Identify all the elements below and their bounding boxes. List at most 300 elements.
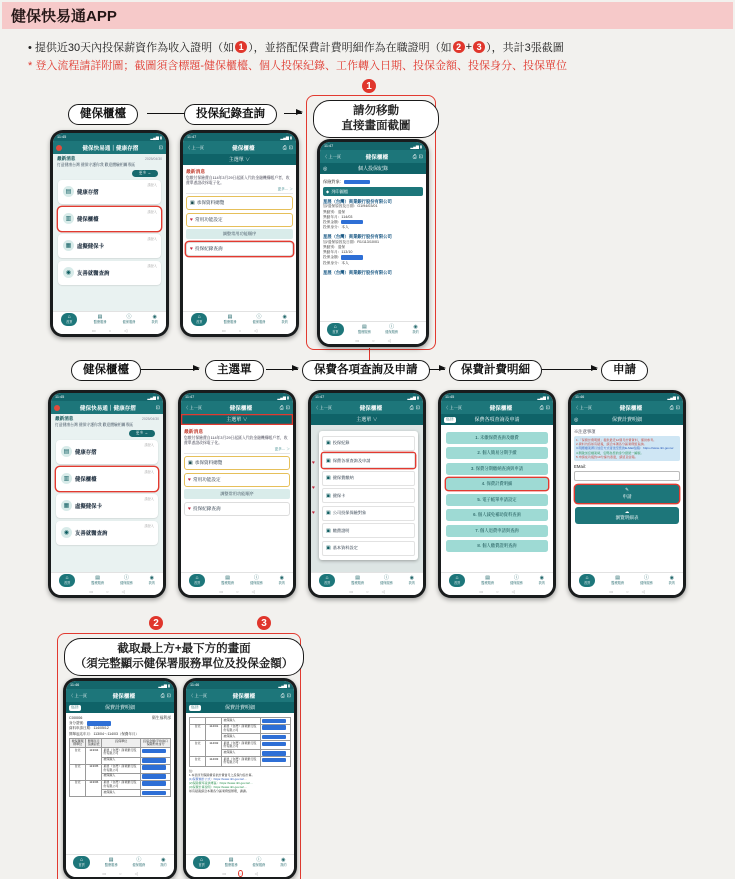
fee-item-billing-detail[interactable] xyxy=(446,478,548,490)
login-tag: 請登入 xyxy=(144,523,154,528)
nav-medical[interactable] xyxy=(225,858,238,867)
nav-nhi[interactable] xyxy=(252,858,265,867)
back-button-icon[interactable]: ◁ xyxy=(387,338,391,343)
clock: 11:45 xyxy=(57,135,67,139)
medical-service-icon: ▤ xyxy=(362,323,367,330)
email-input[interactable] xyxy=(574,471,680,481)
login-tag: 請登入 xyxy=(147,263,157,268)
item-icon: ▣ xyxy=(326,475,331,481)
battery-icon: ▮ xyxy=(159,135,162,140)
print-image-button[interactable] xyxy=(323,187,423,196)
card-health-passbook[interactable] xyxy=(58,180,161,204)
nav-medical[interactable] xyxy=(221,576,234,585)
fee-item-ebill-setting[interactable] xyxy=(446,494,548,506)
virtual-card-icon: ▦ xyxy=(63,240,74,251)
menu-item-insured-record-query[interactable] xyxy=(184,502,290,516)
menu-item-coverage-overview[interactable] xyxy=(184,456,290,470)
nhi-service-icon: ⓘ xyxy=(643,574,649,581)
flow2-arrow-2 xyxy=(266,369,298,370)
note-line: 1.本表所列保險費係依計費當月之投保內容計算。 xyxy=(189,772,255,777)
back-button-icon[interactable]: ◁ xyxy=(124,328,128,333)
logout-icon[interactable]: ⊡ xyxy=(418,153,423,160)
dropdown-item-company-insured[interactable] xyxy=(322,506,415,521)
item-label: 公司投保保險對象 xyxy=(332,510,367,515)
profile-icon: ◉ xyxy=(413,323,418,330)
medical-icon: ◉ xyxy=(61,527,72,538)
subpage-bar xyxy=(186,702,294,713)
subpage-title: 保費計費明細 xyxy=(224,705,255,711)
apply-button[interactable] xyxy=(575,485,679,503)
print-icon[interactable]: ⎙ xyxy=(539,404,544,411)
nav-label: 醫療服務 xyxy=(221,580,235,585)
nav-medical[interactable] xyxy=(91,576,104,585)
card-label: 虛擬健保卡 xyxy=(77,243,104,250)
card-label: 友善就醫查詢 xyxy=(75,530,108,537)
nav-me[interactable] xyxy=(152,315,158,324)
back-button[interactable]: 〈 上一頁 xyxy=(444,404,462,410)
profile-icon: ◉ xyxy=(539,574,545,581)
nav-me[interactable] xyxy=(669,576,675,585)
android-nav-bar[interactable] xyxy=(51,588,163,595)
nav-label: 醫療服務 xyxy=(358,329,371,334)
record-line: 異動別：退保 xyxy=(323,244,346,249)
phone-record xyxy=(317,139,429,347)
note-link[interactable]: (2)保險費率查詢專區：https://www.nhi.gov.tw/… xyxy=(189,780,253,785)
profile-icon: ◉ xyxy=(409,574,415,581)
note-link[interactable]: (1)保費補計公式：https://www.nhi.gov.tw/… xyxy=(189,776,247,781)
card-label: 虛擬健保卡 xyxy=(75,503,102,510)
status-bar xyxy=(183,133,296,141)
home-button-icon[interactable]: ○ xyxy=(239,871,242,876)
back-button-icon[interactable]: ◁ xyxy=(511,589,515,594)
bottom-nav xyxy=(181,572,293,588)
menu-item-favorites-setting[interactable] xyxy=(186,213,293,227)
recents-icon[interactable]: ▭ xyxy=(89,589,94,594)
nav-nhi[interactable] xyxy=(510,576,523,585)
badge-3-inline: 3 xyxy=(473,41,485,53)
nhi-service-icon: ⓘ xyxy=(513,574,519,581)
home-button-icon[interactable]: ○ xyxy=(496,589,499,594)
detail-bottom-body xyxy=(186,713,294,854)
notice-line: 4.開啟加密檔案時，密碼為您的身分證統一編號。 xyxy=(576,450,644,455)
print-icon[interactable]: ⎙ xyxy=(279,404,284,411)
nav-home[interactable] xyxy=(59,574,75,586)
pencil-icon: ✎ xyxy=(625,487,629,493)
more-button[interactable]: 更多 → xyxy=(129,430,155,437)
nav-label: 首頁 xyxy=(323,580,331,585)
home-button-icon[interactable]: ○ xyxy=(626,589,629,594)
redacted-value xyxy=(262,758,286,763)
menu-item-coverage-overview[interactable] xyxy=(186,196,293,210)
dropdown-panel xyxy=(319,431,418,560)
nav-medical[interactable] xyxy=(481,576,494,585)
app-header xyxy=(183,141,296,154)
card-nhi-counter[interactable] xyxy=(56,467,158,491)
card-friendly-medical[interactable] xyxy=(56,521,158,545)
logout-icon[interactable]: ⊡ xyxy=(158,144,163,151)
nav-nhi[interactable] xyxy=(640,576,653,585)
fee-item-label: 2. 個人簡易分期手續 xyxy=(477,450,517,455)
home-button-icon[interactable]: ○ xyxy=(372,338,375,343)
item-icon: ▣ xyxy=(326,510,331,516)
badge-1: 1 xyxy=(362,79,376,93)
more-button[interactable]: 更多 → xyxy=(132,170,158,177)
item-label: 健保卡 xyxy=(332,492,346,498)
bottom-nav xyxy=(53,311,166,327)
card-friendly-medical[interactable] xyxy=(58,261,161,285)
logout-icon[interactable]: ⊡ xyxy=(545,404,550,411)
home-button-icon[interactable]: ○ xyxy=(119,871,122,876)
nav-home[interactable] xyxy=(191,313,207,325)
dropdown-label: 主選單 ∨ xyxy=(226,417,248,423)
item-icon: ▣ xyxy=(326,545,331,551)
caption-line-2: （須完整顯示健保署服務單位及投保金額） xyxy=(74,657,294,670)
print-icon[interactable]: ⎙ xyxy=(280,692,285,699)
apply-date-line: 資料申請日期：114/05/12 xyxy=(69,726,109,731)
news-text: 您繳付保險費自114年3月29日起匯入代收金融機構帳戶者，收費單憑證改採電子化。 xyxy=(186,176,290,185)
nav-medical[interactable] xyxy=(611,576,624,585)
page-title xyxy=(2,2,733,29)
nav-label: 健保服務 xyxy=(249,580,263,585)
nhi-service-icon: ⓘ xyxy=(383,574,389,581)
nav-medical[interactable] xyxy=(351,576,364,585)
main-menu-dropdown[interactable] xyxy=(181,414,293,425)
app-header xyxy=(66,689,174,702)
nav-home[interactable] xyxy=(73,856,89,868)
return-pill-button[interactable]: 返回 xyxy=(191,705,199,709)
login-tag: 請登入 xyxy=(147,182,157,187)
back-button-icon[interactable]: ◁ xyxy=(254,328,258,333)
flow2-step-2: 主選單 xyxy=(205,360,264,381)
nav-medical[interactable] xyxy=(358,325,371,334)
android-nav-bar[interactable] xyxy=(571,588,683,595)
battery-icon: ▮ xyxy=(287,683,290,688)
menu-body xyxy=(181,425,293,572)
bottom-nav xyxy=(320,321,426,337)
nav-nhi[interactable] xyxy=(380,576,393,585)
profile-icon: ◉ xyxy=(152,313,157,320)
employer-name: 星展（台灣）商業銀行股份有限公司 xyxy=(323,269,392,275)
android-nav-bar[interactable] xyxy=(181,588,293,595)
bottom-nav xyxy=(571,572,683,588)
more-link[interactable]: 更多… ＞ xyxy=(186,187,293,194)
logout-icon[interactable]: ⊡ xyxy=(166,692,171,699)
insured-cell: 被保險人 xyxy=(222,718,261,725)
record-line: 加/退保原因及日期：R1/113/10/01 xyxy=(323,239,380,244)
nav-home[interactable] xyxy=(61,313,77,325)
nav-nhi[interactable] xyxy=(250,576,263,585)
news-label: 最新消息 xyxy=(184,430,204,435)
return-pill-button[interactable]: 返回 xyxy=(71,705,79,709)
home-button-icon[interactable]: ○ xyxy=(106,589,109,594)
note-link[interactable]: (3)保費計算說明：https://www.nhi.gov.tw/… xyxy=(189,784,247,789)
android-nav-bar[interactable] xyxy=(186,870,294,877)
amount-label: 投保金額： xyxy=(323,220,342,225)
print-icon[interactable]: ⎙ xyxy=(282,144,287,151)
menu-body xyxy=(183,165,296,311)
nav-label: 醫療服務 xyxy=(223,319,237,324)
item-icon: ▣ xyxy=(326,527,331,534)
redacted-value xyxy=(262,742,286,747)
record-body xyxy=(320,174,426,321)
dropdown-item-insured-record[interactable] xyxy=(322,436,415,451)
section3-caption xyxy=(64,638,304,676)
nav-me[interactable] xyxy=(282,315,288,324)
recents-icon[interactable]: ▭ xyxy=(355,338,360,343)
employer-cell: 星展（台灣）商業銀行股份有限公司 xyxy=(102,764,141,773)
dropdown-label: 主選單 ∨ xyxy=(228,157,251,163)
back-button-icon[interactable]: ◁ xyxy=(381,589,385,594)
redacted-value xyxy=(341,220,363,225)
medical-service-icon: ▤ xyxy=(485,574,491,581)
card-health-passbook[interactable] xyxy=(56,440,158,464)
nav-me[interactable] xyxy=(412,325,418,334)
nhi-service-icon: ⓘ xyxy=(389,323,395,330)
insured-cell: 被保險人 xyxy=(102,773,141,780)
recents-icon[interactable]: ▭ xyxy=(221,328,226,333)
android-nav-bar[interactable] xyxy=(320,337,426,344)
logout-icon[interactable]: ⊡ xyxy=(675,404,680,411)
home-icon: ⌂ xyxy=(67,313,71,320)
clock: 11:46 xyxy=(575,395,585,399)
fee-item-refund-query[interactable] xyxy=(446,525,548,537)
nav-nhi[interactable] xyxy=(253,315,266,324)
nav-medical[interactable] xyxy=(105,858,118,867)
card-virtual-card[interactable] xyxy=(58,234,161,258)
redacted-value xyxy=(142,765,166,770)
status-bar xyxy=(441,393,553,401)
card-virtual-card[interactable] xyxy=(56,494,158,518)
logout-icon[interactable]: ⊡ xyxy=(286,692,291,699)
nav-label: 健保服務 xyxy=(385,329,398,334)
record-line: 投保身分：本人 xyxy=(323,225,349,230)
info-icon[interactable]: ◎ xyxy=(574,416,579,423)
back-button-icon[interactable]: ◁ xyxy=(134,871,138,876)
news-label: 最新消息 xyxy=(57,156,76,161)
intro-note: * 登入流程請詳附圖；截圖須含標題-健保櫃檯、個人投保紀錄、工作轉入日期、投保金額、投保身分、投保單位 xyxy=(28,60,567,72)
subpage-bar xyxy=(320,163,426,174)
dropdown-label: 主選單 ∨ xyxy=(356,417,378,423)
main-menu-dropdown[interactable] xyxy=(183,154,296,165)
nav-label: 我的 xyxy=(412,329,419,334)
nav-me[interactable] xyxy=(279,576,285,585)
recents-icon[interactable]: ▭ xyxy=(219,589,224,594)
badge-2-inline: 2 xyxy=(453,41,465,53)
nav-me[interactable] xyxy=(409,576,415,585)
fee-item-easy-installment[interactable] xyxy=(446,447,548,459)
recents-icon[interactable]: ▭ xyxy=(91,328,96,333)
fee-item-label: 7. 個人退費申請與查詢 xyxy=(475,527,519,533)
profile-icon: ◉ xyxy=(669,574,675,581)
nhi-service-icon: ⓘ xyxy=(253,574,259,581)
nav-home[interactable] xyxy=(449,574,465,586)
insured-cell: 被保險人 xyxy=(222,734,261,741)
nav-label: 醫療服務 xyxy=(481,580,495,585)
home-button-icon[interactable]: ○ xyxy=(366,589,369,594)
back-button-icon[interactable]: ◁ xyxy=(121,589,125,594)
back-button-icon[interactable]: ◁ xyxy=(251,589,255,594)
fee-item-subsidy-query[interactable] xyxy=(446,509,548,521)
home-icon: ⌂ xyxy=(80,856,84,863)
back-button[interactable]: 〈 上一頁 xyxy=(574,404,592,410)
home-icon: ⌂ xyxy=(197,313,201,320)
info-icon[interactable]: ◎ xyxy=(323,165,328,172)
back-button[interactable]: 〈 上一頁 xyxy=(184,404,202,410)
print-icon[interactable]: ⎙ xyxy=(412,153,417,160)
android-nav-bar[interactable] xyxy=(66,870,174,877)
notice-line: 5.申請成功後約10分鐘內寄達，請留意信箱。 xyxy=(576,454,638,459)
bottom-nav xyxy=(186,854,294,870)
android-nav-bar[interactable] xyxy=(53,327,166,334)
counter-icon: ▥ xyxy=(61,473,72,484)
main-menu-dropdown[interactable] xyxy=(311,414,423,425)
menu-item-insured-record-query[interactable] xyxy=(186,242,293,256)
return-pill-button[interactable]: 返回 xyxy=(446,417,454,421)
medical-service-icon: ▤ xyxy=(355,574,361,581)
signal-icon: ▂▄▆ xyxy=(277,395,286,400)
employer-name: 星展（台灣）商業銀行股份有限公司 xyxy=(323,199,392,204)
home-button-icon[interactable]: ○ xyxy=(108,328,112,333)
nav-me[interactable] xyxy=(280,858,286,867)
nav-me[interactable] xyxy=(149,576,155,585)
menu-item-label: 承保資料總覽 xyxy=(196,200,225,206)
dropdown-item-fee-payment[interactable] xyxy=(322,471,415,486)
nav-me[interactable] xyxy=(160,858,166,867)
print-icon[interactable]: ⎙ xyxy=(160,692,165,699)
phone-home-2 xyxy=(48,390,166,598)
intro-plus: + xyxy=(465,41,473,53)
nav-medical[interactable] xyxy=(224,315,237,324)
menu-item-label: 投保紀錄查詢 xyxy=(194,245,223,251)
flow2-step-4: 保費計費明細 xyxy=(449,360,542,381)
medical-service-icon: ▤ xyxy=(615,574,621,581)
menu-item-label: 調整常用功能順序 xyxy=(222,231,257,237)
logout-icon[interactable]: ⊡ xyxy=(415,404,420,411)
back-button-icon[interactable]: ◁ xyxy=(254,871,258,876)
logout-icon[interactable]: ⊡ xyxy=(155,404,160,411)
table-row: 台北 114/02 星展（台灣）商業銀行股份有限公司 xyxy=(190,741,291,750)
menu-item-reorder[interactable] xyxy=(184,489,290,499)
signal-icon: ▂▄▆ xyxy=(667,395,676,400)
android-nav-bar[interactable] xyxy=(183,327,296,334)
signal-icon: ▂▄▆ xyxy=(147,395,156,400)
nav-nhi[interactable] xyxy=(120,576,133,585)
nav-label: 我的 xyxy=(538,580,546,585)
logout-icon[interactable]: ⊡ xyxy=(285,404,290,411)
home-button-icon[interactable]: ○ xyxy=(238,328,242,333)
page-header-title: 健保櫃檯 xyxy=(229,405,253,412)
fee-item-payment-proof-query[interactable] xyxy=(446,540,548,552)
menu-item-favorites-setting[interactable] xyxy=(184,473,290,487)
medical-service-icon: ▤ xyxy=(95,574,101,581)
notice-line: 1.「保費計費明細」提供最近12個月計費資料，僅供參考。 xyxy=(576,438,657,442)
recents-icon[interactable]: ▭ xyxy=(609,589,614,594)
status-bar xyxy=(66,681,174,689)
back-button-icon[interactable]: ◁ xyxy=(641,589,645,594)
card-label: 健保櫃檯 xyxy=(75,476,97,483)
home-button-icon[interactable]: ○ xyxy=(236,589,239,594)
battery-icon: ▮ xyxy=(676,395,679,400)
bottom-nav xyxy=(441,572,553,588)
nav-home[interactable] xyxy=(579,574,595,586)
back-button[interactable]: 〈 上一頁 xyxy=(69,692,87,698)
recents-icon[interactable]: ▭ xyxy=(479,589,484,594)
bill-range-line: 開單起迄年月：113/04～114/03（保費年月） xyxy=(69,731,139,736)
dropdown-item-nhi-card[interactable] xyxy=(322,488,415,503)
print-icon[interactable]: ⎙ xyxy=(669,404,674,411)
nav-label: 我的 xyxy=(278,580,286,585)
fee-item-installment-query[interactable] xyxy=(446,463,548,475)
nav-label: 醫療服務 xyxy=(93,319,107,324)
fee-item-unpaid-query[interactable] xyxy=(446,432,548,444)
flow1-warning-label xyxy=(313,100,439,138)
dropdown-item-basic-settings[interactable] xyxy=(322,541,415,556)
nav-me[interactable] xyxy=(539,576,545,585)
page-header-title: 健保櫃檯 xyxy=(619,405,643,412)
nav-home[interactable] xyxy=(327,323,343,335)
billing-table-continued xyxy=(189,717,291,767)
recents-icon[interactable]: ▭ xyxy=(222,871,227,876)
nav-medical[interactable] xyxy=(94,315,107,324)
insurance-record xyxy=(323,270,423,275)
nav-home[interactable] xyxy=(319,574,335,586)
menu-item-reorder[interactable] xyxy=(186,229,293,239)
caption-line-1: 截取最上方+最下方的畫面 xyxy=(117,643,251,655)
bottom-nav xyxy=(51,572,163,588)
dropdown-item-payment-proof[interactable] xyxy=(322,523,415,538)
nav-home[interactable] xyxy=(193,856,209,868)
back-button[interactable]: 〈 上一頁 xyxy=(186,144,204,150)
dropdown-item-fee-query-apply[interactable] xyxy=(322,453,415,468)
download-icon: ☁ xyxy=(624,509,630,515)
nav-nhi[interactable] xyxy=(132,858,145,867)
back-button[interactable]: 〈 上一頁 xyxy=(189,692,207,698)
more-link[interactable]: 更多… ＞ xyxy=(184,447,290,454)
back-button[interactable]: 〈 上一頁 xyxy=(314,404,332,410)
view-detail-button[interactable] xyxy=(575,507,679,525)
nav-home[interactable] xyxy=(189,574,205,586)
nav-label: 首頁 xyxy=(198,862,205,867)
android-nav-bar[interactable] xyxy=(441,588,553,595)
news-text: 打造健康台灣 健保守護你我 歡迎體驗相關專區 xyxy=(55,423,134,427)
battery-icon: ▮ xyxy=(546,395,549,400)
logout-icon[interactable]: ⊡ xyxy=(288,144,293,151)
intro-seg1: • 提供近30天內投保薪資作為收入證明（如 xyxy=(28,42,235,54)
status-bar xyxy=(186,681,294,689)
recents-icon[interactable]: ▭ xyxy=(102,871,107,876)
item-label: 基本資料設定 xyxy=(332,545,358,550)
nav-nhi[interactable] xyxy=(123,315,136,324)
nav-nhi[interactable] xyxy=(385,325,398,334)
recents-icon[interactable]: ▭ xyxy=(349,589,354,594)
phone-apply xyxy=(568,390,686,598)
card-nhi-counter[interactable] xyxy=(58,207,161,231)
print-icon[interactable]: ⎙ xyxy=(409,404,414,411)
heart-icon: ♥ xyxy=(188,505,191,512)
app-header xyxy=(186,689,294,702)
android-nav-bar[interactable] xyxy=(311,588,423,595)
nav-label: 健保服務 xyxy=(639,580,653,585)
app-header xyxy=(51,401,163,414)
signal-icon: ▂▄▆ xyxy=(158,683,167,688)
app-logo-icon xyxy=(54,405,60,411)
nhi-service-icon: ⓘ xyxy=(123,574,129,581)
back-button[interactable]: 〈 上一頁 xyxy=(323,153,341,159)
nav-label: 首頁 xyxy=(63,580,71,585)
badge-3: 3 xyxy=(257,616,271,630)
fee-list-body xyxy=(441,425,553,572)
clock: 11:46 xyxy=(190,683,200,687)
